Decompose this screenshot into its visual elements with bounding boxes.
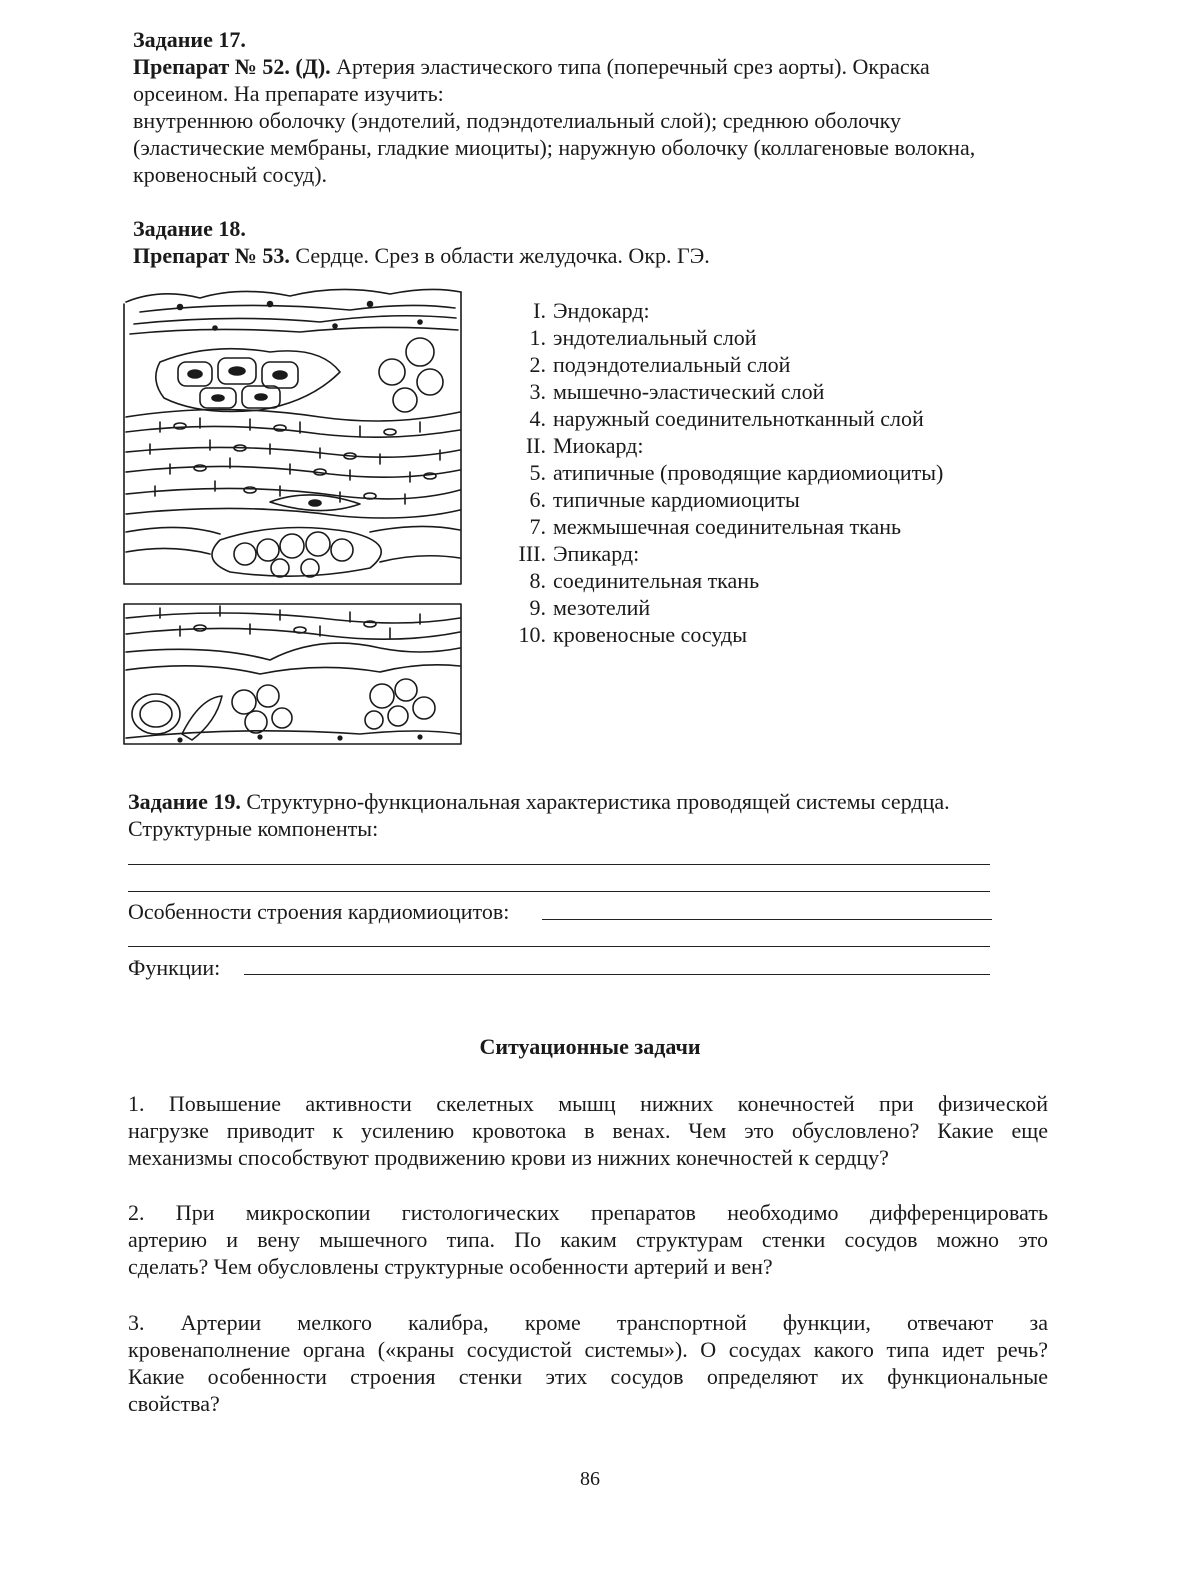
- task-19-block: [128, 788, 1028, 988]
- task-18-heading: Задание 18.: [133, 216, 246, 241]
- legend-label: эндотелиальный слой: [553, 325, 757, 350]
- task-3-line-1: 3. Артерии мелкого калибра, кроме транспортной функции, отвечают за: [128, 1310, 1048, 1335]
- legend-label: мезотелий: [553, 595, 651, 620]
- legend-number: 8.: [529, 568, 546, 593]
- answer-line-2[interactable]: [128, 891, 990, 892]
- task-19-functions-label: Функции:: [128, 955, 221, 980]
- legend-number: 7.: [529, 514, 546, 539]
- situational-task-3: [128, 1309, 1048, 1417]
- legend-label: межмышечная соединительная ткань: [553, 514, 902, 539]
- task-2-line-1: 2. При микроскопии гистологических препаратов необходимо дифференцировать: [128, 1200, 1048, 1225]
- task-19-features-label: Особенности строения кардиомиоцитов:: [128, 899, 510, 924]
- task-18-line: [133, 242, 1033, 269]
- task-3-line-2: кровенаполнение органа («краны сосудистой системы»). О сосудах какого типа идет речь?: [128, 1337, 1048, 1362]
- legend-number: III.: [518, 541, 546, 566]
- figure-legend: [486, 297, 1046, 648]
- situational-tasks-title: Ситуационные задачи: [479, 1034, 701, 1059]
- answer-line-4[interactable]: [128, 946, 990, 947]
- legend-item: [486, 378, 1046, 405]
- legend-item: [486, 351, 1046, 378]
- task-17-heading: Задание 17.: [133, 27, 246, 52]
- heart-ventricle-histology-drawing-icon: [120, 282, 465, 754]
- legend-number: II.: [525, 433, 546, 458]
- task-17-block: [133, 26, 1033, 188]
- legend-item: [486, 459, 1046, 486]
- situational-task-2: [128, 1199, 1048, 1280]
- legend-item: [486, 324, 1046, 351]
- legend-item: [486, 486, 1046, 513]
- legend-number: 9.: [529, 595, 546, 620]
- legend-number: 2.: [529, 352, 546, 377]
- legend-label: Эпикард:: [553, 541, 640, 566]
- answer-line-1[interactable]: [128, 864, 990, 865]
- legend-section: [486, 432, 1046, 459]
- legend-label: наружный соединительнотканный слой: [553, 406, 924, 431]
- legend-number: 5.: [529, 460, 546, 485]
- legend-label: атипичные (проводящие кардиомиоциты): [553, 460, 944, 485]
- legend-label: кровеносные сосуды: [553, 622, 747, 647]
- page-number: 86: [580, 1468, 600, 1490]
- legend-number: I.: [533, 298, 546, 323]
- task-18-text: Сердце. Срез в области желудочка. Окр. ГЭ.: [289, 243, 710, 268]
- legend-number: 10.: [518, 622, 546, 647]
- task-2-line-2: артерию и вену мышечного типа. По каким структурам стенки сосудов можно это: [128, 1227, 1048, 1252]
- task-17-line-2: орсеином. На препарате изучить:: [133, 81, 444, 106]
- task-19-components-label: Структурные компоненты:: [128, 816, 379, 841]
- situational-task-1: [128, 1090, 1048, 1171]
- legend-number: 6.: [529, 487, 546, 512]
- legend-item: [486, 513, 1046, 540]
- task-17-line-1-text: Артерия эластического типа (поперечный срез аорты). Окраска: [330, 54, 930, 79]
- task-19-heading: Задание 19.: [128, 789, 241, 814]
- legend-label: типичные кардиомиоциты: [553, 487, 800, 512]
- legend-section: [486, 540, 1046, 567]
- task-17-prep-label: Препарат № 52. (Д).: [133, 54, 331, 79]
- task-19-text: Структурно-функциональная характеристика проводящей системы сердца.: [240, 789, 950, 814]
- task-1-line-3: механизмы способствуют продвижению крови из нижних конечностей к сердцу?: [128, 1145, 889, 1170]
- answer-line-5[interactable]: [244, 974, 990, 975]
- task-18-prep-label: Препарат № 53.: [133, 243, 290, 268]
- legend-label: мышечно-эластический слой: [553, 379, 825, 404]
- task-18-block: [133, 215, 1033, 269]
- task-1-line-2: нагрузке приводит к усилению кровотока в венах. Чем это обусловлено? Какие еще: [128, 1118, 1048, 1143]
- legend-number: 4.: [529, 406, 546, 431]
- legend-label: Эндокард:: [553, 298, 650, 323]
- legend-item: [486, 405, 1046, 432]
- answer-line-3[interactable]: [542, 919, 992, 920]
- task-3-line-4: свойства?: [128, 1391, 220, 1416]
- task-3-line-3: Какие особенности строения стенки этих сосудов определяют их функциональные: [128, 1364, 1048, 1389]
- task-17-line-1: [133, 53, 1033, 80]
- legend-label: подэндотелиальный слой: [553, 352, 791, 377]
- task-17-line-5: кровеносный сосуд).: [133, 162, 328, 187]
- task-19-line-1: [128, 788, 1028, 815]
- legend-item: [486, 594, 1046, 621]
- legend-label: Миокард:: [553, 433, 644, 458]
- legend-item: [486, 567, 1046, 594]
- task-2-line-3: сделать? Чем обусловлены структурные особенности артерий и вен?: [128, 1254, 773, 1279]
- legend-number: 3.: [529, 379, 546, 404]
- legend-item: [486, 621, 1046, 648]
- task-17-line-4: (эластические мембраны, гладкие миоциты); наружную оболочку (коллагеновые волокна,: [133, 135, 976, 160]
- task-17-line-3: внутреннюю оболочку (эндотелий, подэндотелиальный слой); среднюю оболочку: [133, 108, 902, 133]
- legend-label: соединительная ткань: [553, 568, 760, 593]
- legend-number: 1.: [529, 325, 546, 350]
- legend-section: [486, 297, 1046, 324]
- task-1-line-1: 1. Повышение активности скелетных мышц нижних конечностей при физической: [128, 1091, 1048, 1116]
